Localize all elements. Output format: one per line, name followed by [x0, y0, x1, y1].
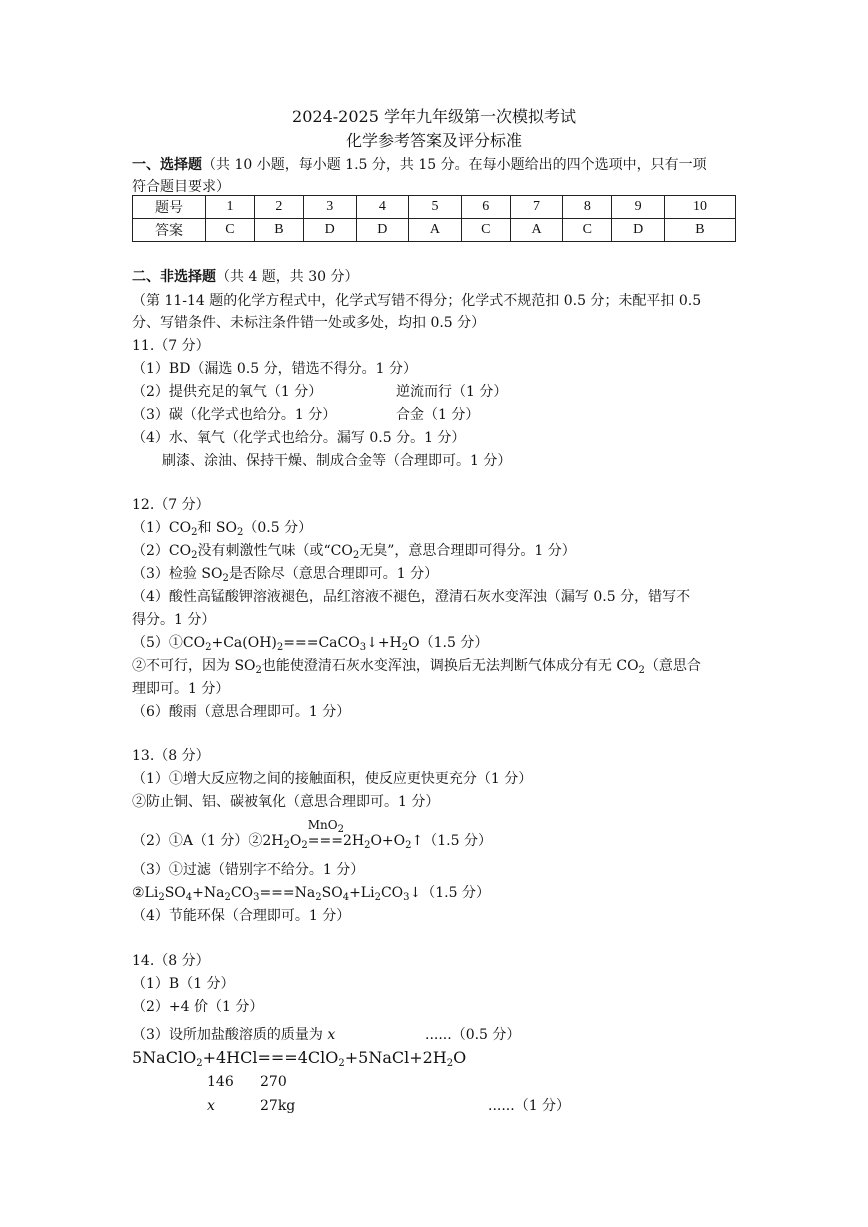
- q14-value-27kg: 27kg: [260, 1098, 296, 1114]
- q12-line1: $(1)CO_2$和 $SO_2(0.5$ 分）: [132, 520, 313, 538]
- table-cell: C: [461, 219, 510, 242]
- q14-line2: （2）+4 价（1 分）: [132, 999, 264, 1015]
- q14-line1: （1）B（1 分）: [132, 976, 235, 992]
- q11-line5: 刷漆、涂油、保持干燥、制成合金等（合理即可。1 分）: [162, 453, 512, 469]
- table-cell: 2: [254, 196, 303, 219]
- q14-score1: ......（0.5 分）: [425, 1027, 521, 1043]
- table-cell: 3: [303, 196, 356, 219]
- table-cell: D: [612, 219, 665, 242]
- q13-line1: （1）①增大反应物之间的接触面积，使反应更快更充分（1 分）: [132, 771, 533, 787]
- q13-heading: 13.（8 分）: [132, 748, 210, 764]
- table-cell: 9: [612, 196, 665, 219]
- table-cell: 10: [664, 196, 735, 219]
- section2-heading: 二、非选择题: [132, 269, 216, 285]
- row-label-answer: 答案: [133, 219, 206, 242]
- q12-line2: $(2)CO_2$没有刺激性气味（或“$CO_2$无臭”，意思合理即可得分。1 分）: [132, 543, 576, 561]
- q14-heading: 14.（8 分）: [132, 953, 210, 969]
- table-cell: 5: [409, 196, 462, 219]
- section1-desc-line2: 符合题目要求）: [132, 179, 230, 195]
- row-label-number: 题号: [133, 196, 206, 219]
- table-cell: 1: [206, 196, 255, 219]
- section1-desc: （共 10 小题，每小题 1.5 分，共 15 分。在每小题给出的四个选项中，只有一项: [202, 157, 707, 173]
- table-cell: 7: [510, 196, 563, 219]
- q13-line3: （2）①A（1 分）$②2H_2O_2$ MnO$_2$ $===2H_2O+O_2↑(1.5$ 分）: [132, 818, 492, 851]
- q11-line3a: （3）碳（化学式也给分。1 分）: [132, 407, 337, 423]
- q12-line4: （4）酸性高锰酸钾溶液褪色，品红溶液不褪色，澄清石灰水变浑浊（漏写 0.5 分，错写不: [132, 589, 691, 605]
- q11-line1: （1）BD（漏选 0.5 分，错选不得分。1 分）: [132, 361, 417, 377]
- catalyst-condition: MnO$_2$ ===: [307, 818, 344, 849]
- q13-line5: $②Li_2SO_4+Na_2CO_3===Na_2SO_4+Li_2CO_3↓(1.5$ 分）: [132, 885, 490, 903]
- q14-line3: （3）设所加盐酸溶质的质量为 x: [132, 1027, 336, 1043]
- q12-line3: （3）检验 $SO_2$是否除尽（意思合理即可。1 分）: [132, 566, 439, 584]
- q13-line2: ②防止铜、铝、碳被氧化（意思合理即可。1 分）: [132, 794, 440, 810]
- table-cell: C: [206, 219, 255, 242]
- q11-line2a: （2）提供充足的氧气（1 分）: [132, 384, 323, 400]
- q14-mass2: 270: [260, 1074, 287, 1090]
- table-row-answers: [133, 219, 736, 242]
- page-title: 2024-2025 学年九年级第一次模拟考试: [292, 107, 576, 126]
- q14-score2: ......（1 分）: [488, 1098, 571, 1114]
- q12-line5: $(5)①CO_2+Ca(OH)_2===CaCO_3↓+H_2O(1.5$ 分）: [132, 635, 489, 653]
- answer-table: [132, 195, 736, 242]
- table-row-numbers: [133, 196, 736, 219]
- section2-intro: [132, 268, 359, 286]
- table-cell: A: [510, 219, 563, 242]
- q12-line6: ②不可行，因为 $SO_2$也能使澄清石灰水变浑浊，调换后无法判断气体成分有无 $CO_2$（意思合: [132, 658, 701, 676]
- q11-heading: 11.（7 分）: [132, 338, 210, 354]
- section1-heading: 一、选择题: [132, 157, 202, 173]
- section2-note-line2: 分、写错条件、未标注条件错一处或多处，均扣 0.5 分）: [132, 315, 486, 331]
- q13-line4: （3）①过滤（错别字不给分。1 分）: [132, 862, 365, 878]
- table-cell: C: [563, 219, 612, 242]
- q11-line3b: 合金（1 分）: [396, 407, 480, 423]
- table-cell: B: [254, 219, 303, 242]
- q14-equation: $5NaClO_2+4HCl===4ClO_2+5NaCl+2H_2O$: [132, 1048, 467, 1069]
- q12-heading: 12.（7 分）: [132, 497, 210, 513]
- table-cell: A: [409, 219, 462, 242]
- q12-line7: （6）酸雨（意思合理即可。1 分）: [132, 704, 351, 720]
- table-cell: D: [356, 219, 409, 242]
- q12-line4b: 得分。1 分）: [132, 612, 216, 628]
- table-cell: 8: [563, 196, 612, 219]
- table-cell: D: [303, 219, 356, 242]
- section2-note-line1: （第 11-14 题的化学方程式中，化学式写错不得分；化学式不规范扣 0.5 分；未配平扣 0.5: [132, 293, 702, 309]
- q12-line6b: 理即可。1 分）: [132, 681, 230, 697]
- table-cell: 6: [461, 196, 510, 219]
- q11-line4: （4）水、氧气（化学式也给分。漏写 0.5 分。1 分）: [132, 430, 466, 446]
- q14-mass1: 146: [207, 1074, 234, 1090]
- q14-var-x: x: [207, 1098, 215, 1114]
- table-cell: B: [664, 219, 735, 242]
- q11-line2b: 逆流而行（1 分）: [396, 384, 508, 400]
- page-subtitle: 化学参考答案及评分标准: [345, 131, 522, 150]
- q13-line6: （4）节能环保（合理即可。1 分）: [132, 908, 351, 924]
- table-cell: 4: [356, 196, 409, 219]
- section1-intro: [132, 156, 707, 174]
- section2-desc: （共 4 题，共 30 分）: [216, 269, 359, 285]
